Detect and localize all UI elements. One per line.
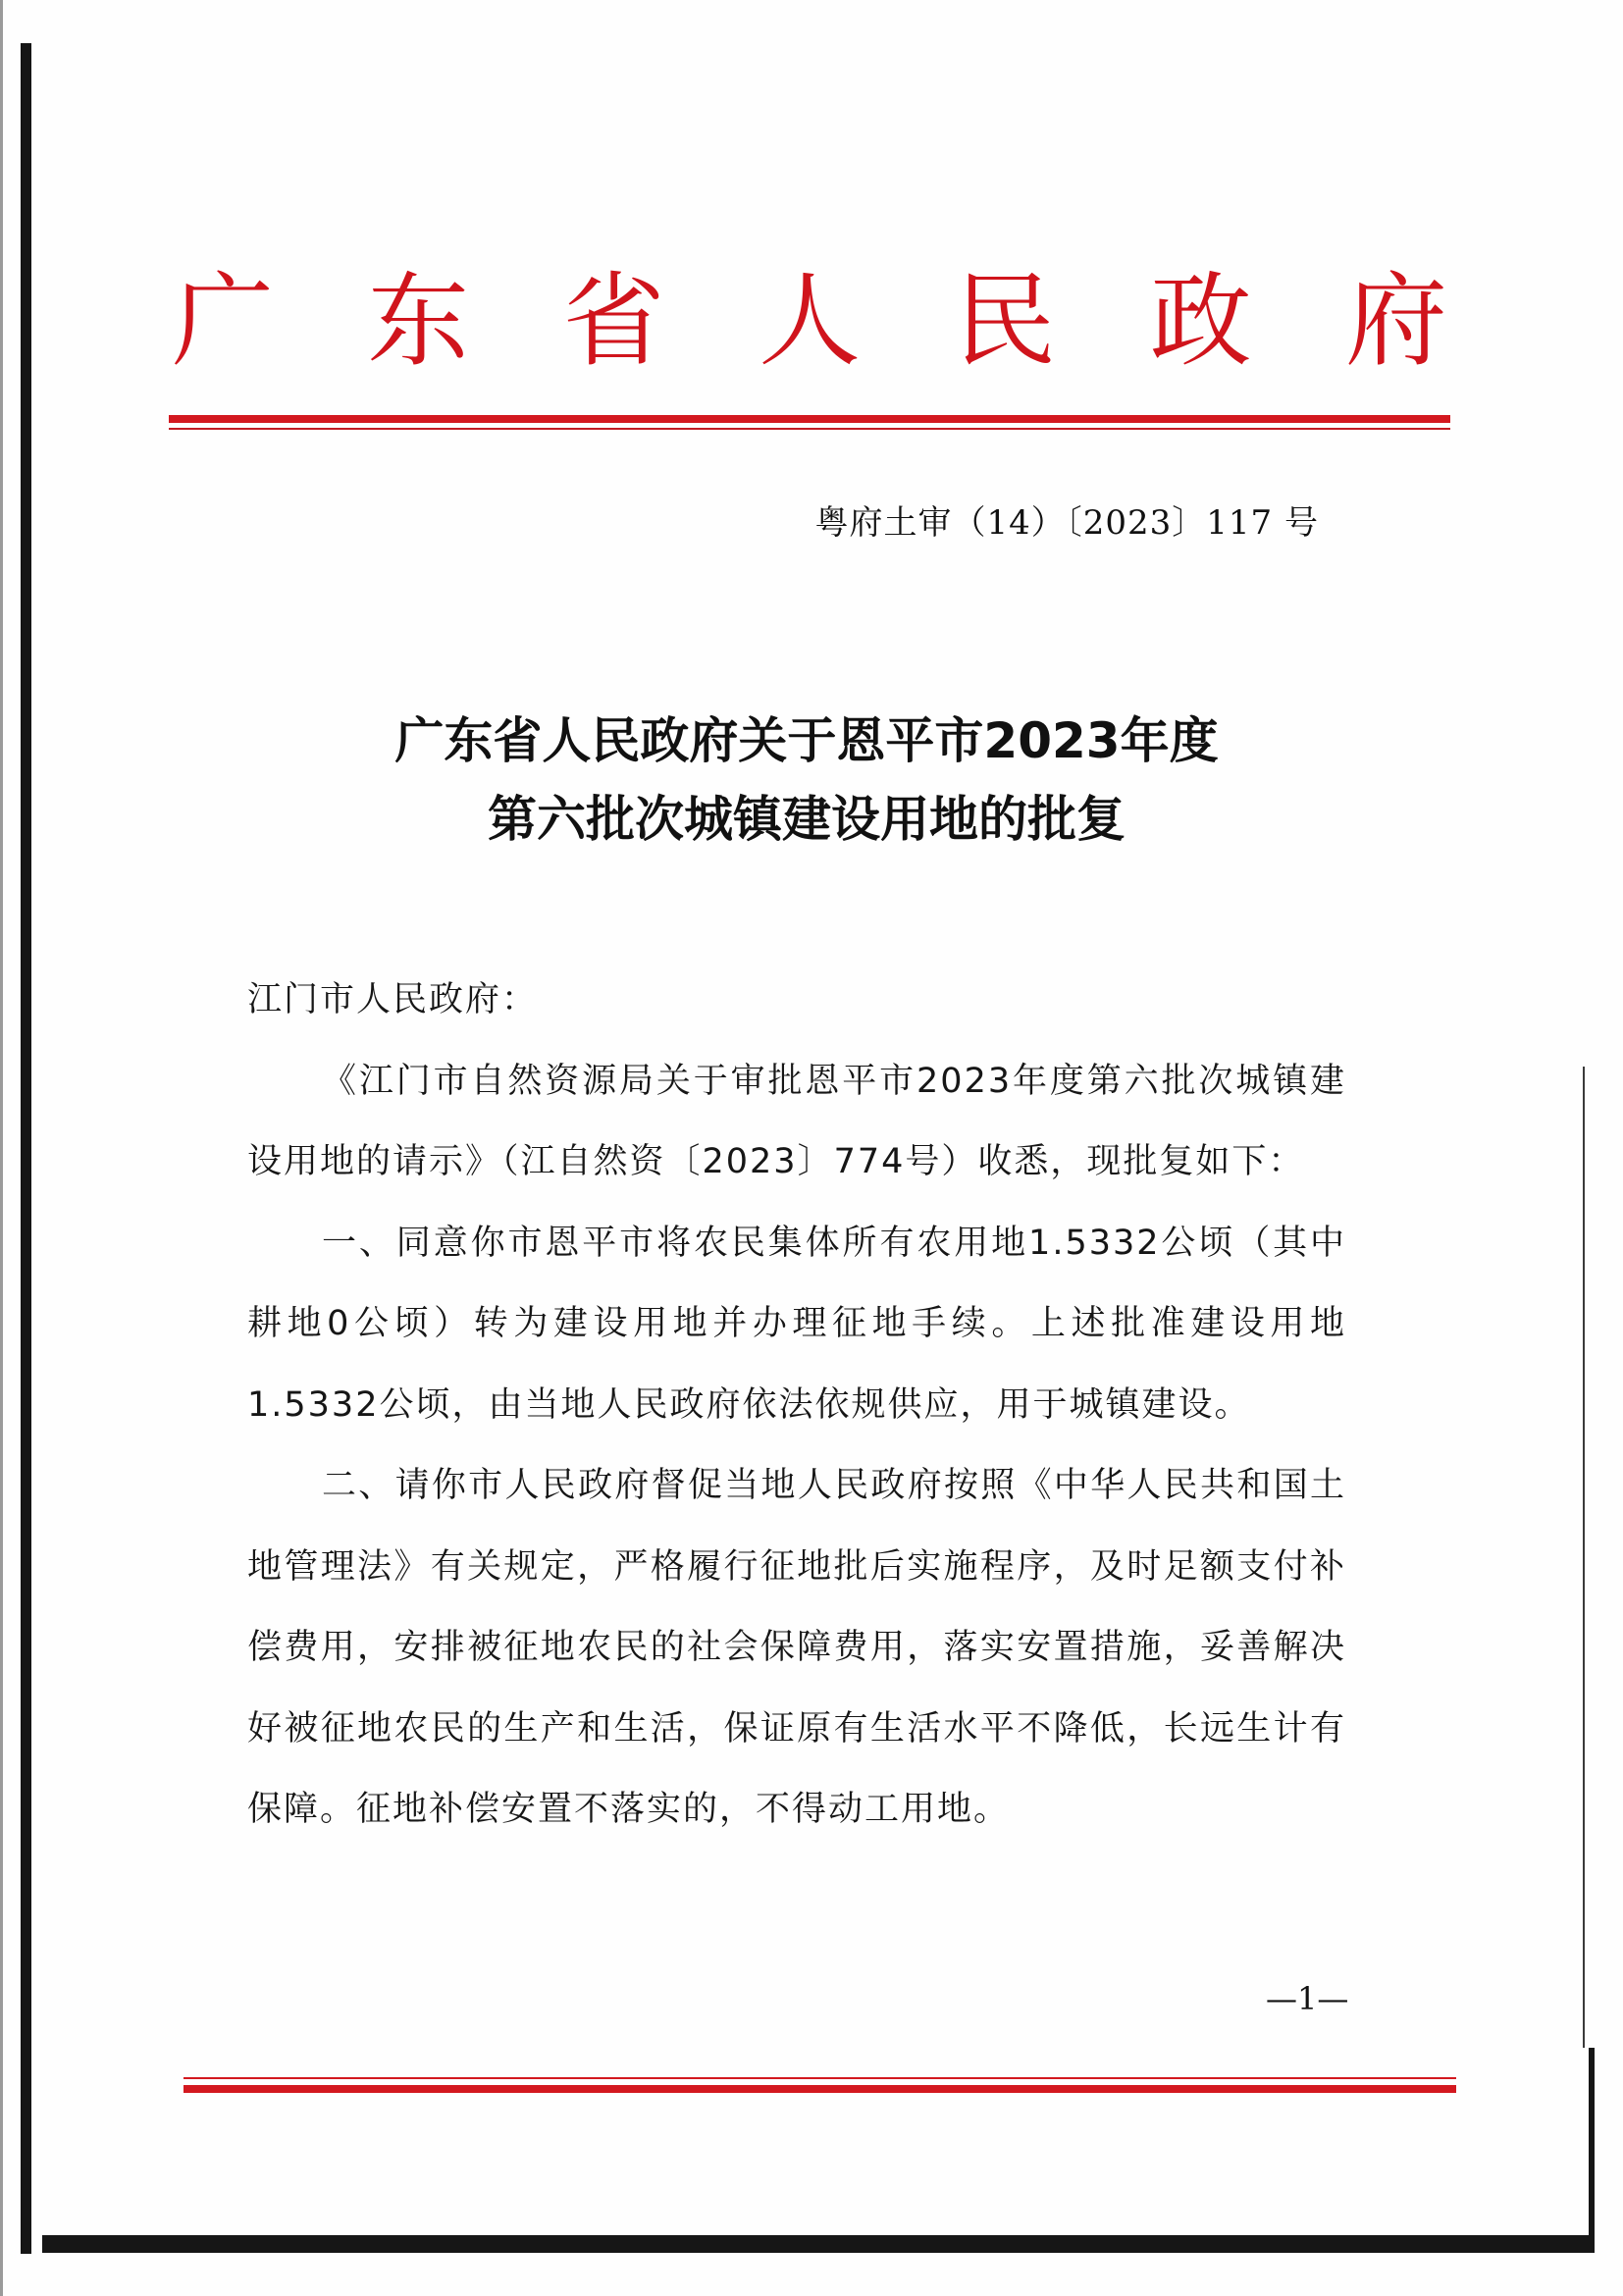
masthead-char: 府 bbox=[1344, 261, 1447, 381]
document-title-line-1: 广东省人民政府关于恩平市2023年度 bbox=[394, 712, 1219, 769]
scan-border-right-thin bbox=[1583, 1067, 1585, 2048]
footer-divider-thin bbox=[183, 2077, 1456, 2079]
masthead-char: 广 bbox=[171, 261, 274, 381]
masthead-divider-thick bbox=[169, 415, 1450, 423]
document-title-line-2: 第六批次城镇建设用地的批复 bbox=[488, 791, 1126, 848]
masthead-char: 东 bbox=[367, 261, 470, 381]
masthead-char: 省 bbox=[562, 261, 665, 381]
footer-divider-thick bbox=[183, 2085, 1456, 2093]
masthead-char: 政 bbox=[1149, 261, 1252, 381]
masthead-char: 民 bbox=[954, 261, 1057, 381]
scan-border-right bbox=[1589, 2048, 1595, 2253]
body-paragraph: 《江门市自然资源局关于审批恩平市2023年度第六批次城镇建设用地的请示》（江自然资〔2023〕774号）收悉，现批复如下： bbox=[247, 1061, 1346, 1181]
salutation: 江门市人民政府： bbox=[247, 980, 539, 1019]
masthead-title bbox=[169, 257, 1450, 385]
body-paragraph: 一、同意你市恩平市将农民集体所有农用地1.5332公顷（其中耕地0公顷）转为建设用地并办理征地手续。上述批准建设用地1.5332公顷，由当地人民政府依法依规供应，用于城镇建设。 bbox=[247, 1223, 1346, 1425]
masthead-divider-thin bbox=[169, 428, 1450, 430]
document-number: 粤府土审（14）〔2023〕117 号 bbox=[814, 503, 1319, 543]
masthead-char: 人 bbox=[758, 261, 861, 381]
body-paragraph: 二、请你市人民政府督促当地人民政府按照《中华人民共和国土地管理法》有关规定，严格履行征地批后实施程序，及时足额支付补偿费用，安排被征地农民的社会保障费用，落实安置措施，妥善解决好被征地农民的生产和生活，保证原有生活水平不降低，长远生计有保障。征地补偿安置不落实的，不得动工用地。 bbox=[247, 1466, 1346, 1829]
scan-border-left bbox=[21, 43, 31, 2254]
page-number: —1— bbox=[1266, 1980, 1349, 2017]
document-body bbox=[247, 960, 1346, 1851]
scan-edge bbox=[0, 0, 3, 2296]
document-title bbox=[0, 702, 1623, 859]
scan-border-bottom bbox=[42, 2235, 1593, 2253]
